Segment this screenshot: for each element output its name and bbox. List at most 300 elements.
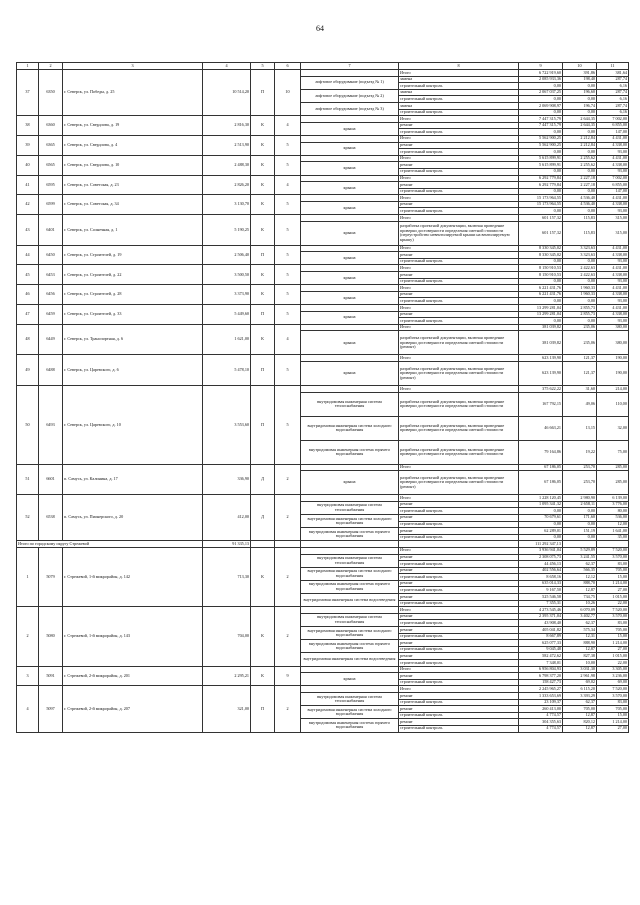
area: 5 190,25 — [203, 215, 251, 246]
area: 412,00 — [203, 495, 251, 541]
work-type: разработка проектной документации, включая проведение проверки достоверности определения сметной стоимости (ремонт) — [399, 361, 519, 385]
work-type: Итого — [399, 70, 519, 77]
cost: 260 413,00 — [519, 706, 563, 713]
unit-cost: 31,60 — [563, 385, 597, 392]
floors: 9 — [275, 666, 301, 686]
work-type: строительный контроль — [399, 298, 519, 305]
work-element — [301, 285, 399, 292]
unit-cost: 2 227,18 — [563, 175, 597, 182]
address: г. Стрежевой, 1-й микрорайон, д. 143 — [63, 607, 203, 666]
work-element: крыша — [301, 272, 399, 285]
unit-cost: 566,35 — [563, 567, 597, 574]
unit-cost: 0,00 — [563, 109, 597, 116]
limit-cost: 3 236,00 — [597, 673, 629, 680]
area: 2 506,40 — [203, 245, 251, 265]
cost: 0,00 — [519, 521, 563, 528]
work-element — [301, 324, 399, 331]
limit-cost: 6 855,00 — [597, 182, 629, 189]
table-row — [17, 215, 629, 222]
unit-cost: 827,38 — [563, 653, 597, 660]
work-element — [301, 355, 399, 362]
work-type: строительный контроль — [399, 521, 519, 528]
work-element: внутридомовая инженерная система горячего водоснабжения — [301, 440, 399, 464]
work-type: строительный контроль — [399, 96, 519, 103]
limit-cost: 7 520,00 — [597, 686, 629, 693]
limit-cost: 93,00 — [597, 149, 629, 156]
floors: 5 — [275, 135, 301, 155]
address: г. Северск, ул. Свердлова, д. 4 — [63, 135, 203, 155]
table-row — [17, 464, 629, 471]
work-element — [301, 265, 399, 272]
cost: 158 427,73 — [519, 679, 563, 686]
unit-cost: 121,37 — [563, 361, 597, 385]
limit-cost: 315,00 — [597, 215, 629, 222]
cost: 44 456,13 — [519, 561, 563, 568]
empty-cell — [563, 541, 597, 548]
empty-cell — [251, 541, 275, 548]
limit-cost: 27,00 — [597, 725, 629, 732]
unit-cost: 2 980,90 — [563, 495, 597, 502]
wall-material: П — [251, 385, 275, 464]
house-id: 5091 — [39, 666, 63, 686]
cost: 6 221 431,76 — [519, 291, 563, 298]
cost: 375 622,22 — [519, 385, 563, 392]
area: 2 295,21 — [203, 666, 251, 686]
work-type: ремонт — [399, 514, 519, 521]
cost: 67 186,05 — [519, 464, 563, 471]
row-number: 48 — [17, 324, 39, 355]
work-type: строительный контроль — [399, 646, 519, 653]
work-type: строительный контроль — [399, 109, 519, 116]
work-element — [301, 195, 399, 202]
floors: 5 — [275, 355, 301, 386]
work-type: ремонт — [399, 640, 519, 647]
wall-material: К — [251, 175, 275, 195]
house-id: 6350 — [39, 70, 63, 116]
work-type: ремонт — [399, 673, 519, 680]
work-type: строительный контроль — [399, 208, 519, 215]
unit-cost: 62,37 — [563, 561, 597, 568]
cost: 0,00 — [519, 318, 563, 325]
table-row — [17, 305, 629, 312]
floors: 5 — [275, 285, 301, 305]
cost: 4 774,57 — [519, 712, 563, 719]
unit-cost: 1 960,33 — [563, 291, 597, 298]
cost: 6 221 431,76 — [519, 285, 563, 292]
unit-cost: 13,15 — [563, 416, 597, 440]
cost: 601 157,32 — [519, 215, 563, 222]
limit-cost: 15,00 — [597, 712, 629, 719]
unit-cost: 0,00 — [563, 298, 597, 305]
wall-material: Д — [251, 464, 275, 495]
address: г. Северск, ул. Советская, д. 23 — [63, 175, 203, 195]
house-id: 6595 — [39, 175, 63, 195]
work-type: ремонт — [399, 201, 519, 208]
unit-cost: 0,00 — [563, 318, 597, 325]
unit-cost: 3 393,29 — [563, 692, 597, 699]
work-type: разработка проектной документации, включая проведение проверки достоверности определения сметной стоимости (переустройство невентилируемой крыши на вентилируемую крышу) — [399, 221, 519, 245]
work-type: ремонт — [399, 291, 519, 298]
work-element: крыша — [301, 162, 399, 175]
work-element: крыша — [301, 471, 399, 495]
area: 704,00 — [203, 607, 251, 666]
work-element — [301, 70, 399, 77]
work-element — [301, 607, 399, 614]
work-element: крыша — [301, 673, 399, 686]
work-type: строительный контроль — [399, 318, 519, 325]
house-id: 6601 — [39, 464, 63, 495]
cost: 6 722 919,60 — [519, 70, 563, 77]
work-element: крыша — [301, 122, 399, 135]
cost: 2 085 933,36 — [519, 76, 563, 83]
column-number: 9 — [519, 63, 563, 70]
row-number: 52 — [17, 495, 39, 541]
cost: 525 546,58 — [519, 594, 563, 601]
work-element: внутридомовая инженерная система холодного водоснабжения — [301, 567, 399, 580]
data-table — [16, 62, 629, 733]
work-element — [301, 175, 399, 182]
area: 2 488,30 — [203, 155, 251, 175]
work-type: замена — [399, 102, 519, 109]
house-id: 6360 — [39, 116, 63, 136]
work-element: внутридомовая инженерная система холодного водоснабжения — [301, 627, 399, 640]
work-type: строительный контроль — [399, 278, 519, 285]
work-type: Итого — [399, 666, 519, 673]
column-number: 3 — [63, 63, 203, 70]
work-element: крыша — [301, 331, 399, 355]
area: 5 449,60 — [203, 305, 251, 325]
repair-program-table — [16, 62, 628, 733]
work-element: внутридомовая инженерная система теплоснабжения — [301, 692, 399, 705]
cost: 7 447 315,79 — [519, 116, 563, 123]
work-element: внутридомовая инженерная система теплоснабжения — [301, 554, 399, 567]
unit-cost: 10,26 — [563, 600, 597, 607]
cost: 8 150 910,53 — [519, 265, 563, 272]
limit-cost: 75,00 — [597, 440, 629, 464]
limit-cost: 147,00 — [597, 188, 629, 195]
work-type: Итого — [399, 175, 519, 182]
address: г. Северск, ул. Царевского, д. 6 — [63, 355, 203, 386]
work-element: внутридомовая инженерная система горячего водоснабжения — [301, 719, 399, 732]
cost: 0,00 — [519, 208, 563, 215]
unit-cost: 19,22 — [563, 440, 597, 464]
limit-cost: 27,00 — [597, 646, 629, 653]
work-type: ремонт — [399, 501, 519, 508]
address: г. Северск, ул. Советская, д. 34 — [63, 195, 203, 215]
column-number: 7 — [301, 63, 399, 70]
area: 5 478,10 — [203, 355, 251, 386]
cost: 13 299 281,04 — [519, 305, 563, 312]
unit-cost: 0,00 — [563, 168, 597, 175]
limit-cost: 287,74 — [597, 89, 629, 96]
area: 2 513,90 — [203, 135, 251, 155]
wall-material: К — [251, 135, 275, 155]
subtotal-area: 91 335,13 — [203, 541, 251, 548]
house-id: 6493 — [39, 385, 63, 464]
work-element: внутридомовая инженерная система водоотведения — [301, 653, 399, 666]
wall-material: П — [251, 355, 275, 386]
limit-cost: 80,00 — [597, 508, 629, 515]
work-element: лифтовое оборудование (подъезд № 1) — [301, 76, 399, 89]
unit-cost: 12,12 — [563, 574, 597, 581]
unit-cost: 12,87 — [563, 587, 597, 594]
limit-cost: 3 570,00 — [597, 554, 629, 561]
unit-cost: 0,00 — [563, 534, 597, 541]
cost: 0,00 — [519, 188, 563, 195]
address: г. Северск, ул. Транспортная, д. 6 — [63, 324, 203, 355]
work-element — [301, 245, 399, 252]
work-type: ремонт — [399, 594, 519, 601]
limit-cost: 110,00 — [597, 392, 629, 416]
empty-cell — [597, 541, 629, 548]
unit-cost: 2 855,73 — [563, 311, 597, 318]
table-row — [17, 155, 629, 162]
work-type: Итого — [399, 547, 519, 554]
unit-cost: 575,34 — [563, 627, 597, 634]
cost: 2 245 965,27 — [519, 686, 563, 693]
address: п. Самусь, ул. Пионерского, д. 20 — [63, 495, 203, 541]
work-type: строительный контроль — [399, 168, 519, 175]
limit-cost: 6 855,00 — [597, 122, 629, 129]
unit-cost: 0,00 — [563, 83, 597, 90]
house-id: 5080 — [39, 607, 63, 666]
limit-cost: 93,00 — [597, 258, 629, 265]
cost: 0,00 — [519, 534, 563, 541]
work-type: строительный контроль — [399, 149, 519, 156]
wall-material: П — [251, 305, 275, 325]
limit-cost: 380,00 — [597, 331, 629, 355]
limit-cost: 12,00 — [597, 521, 629, 528]
unit-cost: 0,00 — [563, 208, 597, 215]
work-type: строительный контроль — [399, 587, 519, 594]
work-type: Итого — [399, 324, 519, 331]
row-number: 44 — [17, 245, 39, 265]
work-element: внутридомовая инженерная система горячего водоснабжения — [301, 640, 399, 653]
work-element: внутридомовая инженерная система теплоснабжения — [301, 392, 399, 416]
table-row — [17, 324, 629, 331]
limit-cost: 705,00 — [597, 706, 629, 713]
column-number: 11 — [597, 63, 629, 70]
unit-cost: 6 070,09 — [563, 607, 597, 614]
cost: 67 186,05 — [519, 471, 563, 495]
wall-material: Д — [251, 495, 275, 541]
work-element — [301, 135, 399, 142]
limit-cost: 4 338,00 — [597, 252, 629, 259]
work-type: ремонт — [399, 706, 519, 713]
limit-cost: 4 338,00 — [597, 311, 629, 318]
work-element — [301, 155, 399, 162]
cost: 5 615 899,91 — [519, 162, 563, 169]
limit-cost: 93,00 — [597, 208, 629, 215]
table-row — [17, 666, 629, 673]
work-type: Итого — [399, 245, 519, 252]
wall-material: К — [251, 607, 275, 666]
column-number: 1 — [17, 63, 39, 70]
table-row — [17, 285, 629, 292]
table-row — [17, 70, 629, 77]
cost: 15 173 964,55 — [519, 201, 563, 208]
floors: 4 — [275, 116, 301, 136]
unit-cost: 2 855,73 — [563, 305, 597, 312]
limit-cost: 285,00 — [597, 471, 629, 495]
floors: 2 — [275, 495, 301, 541]
work-type: ремонт — [399, 567, 519, 574]
floors: 5 — [275, 265, 301, 285]
table-row — [17, 495, 629, 502]
cost: 2 395 371,04 — [519, 613, 563, 620]
unit-cost: 151,19 — [563, 528, 597, 535]
cost: 0,00 — [519, 129, 563, 136]
unit-cost: 253,70 — [563, 471, 597, 495]
subtotal-row — [17, 541, 629, 548]
wall-material: К — [251, 155, 275, 175]
cost: 635 014,33 — [519, 580, 563, 587]
cost: 625 077,33 — [519, 640, 563, 647]
wall-material: К — [251, 265, 275, 285]
empty-cell — [275, 541, 301, 548]
cost: 1 333 653,69 — [519, 692, 563, 699]
column-number: 2 — [39, 63, 63, 70]
unit-cost: 253,70 — [563, 464, 597, 471]
cost: 5 615 899,91 — [519, 155, 563, 162]
house-id: 6538 — [39, 495, 63, 541]
work-type: ремонт — [399, 142, 519, 149]
limit-cost: 4 338,00 — [597, 142, 629, 149]
table-row — [17, 135, 629, 142]
work-type: ремонт — [399, 692, 519, 699]
cost: 405 041,82 — [519, 627, 563, 634]
limit-cost: 93,00 — [597, 298, 629, 305]
cost: 0,00 — [519, 96, 563, 103]
work-type: строительный контроль — [399, 561, 519, 568]
unit-cost: 0,00 — [563, 258, 597, 265]
table-row — [17, 686, 629, 693]
cost: 9 167,50 — [519, 587, 563, 594]
area: 3 553,60 — [203, 385, 251, 464]
limit-cost: 1 015,00 — [597, 653, 629, 660]
house-id: 6450 — [39, 245, 63, 265]
cost: 9 045,48 — [519, 646, 563, 653]
work-type: разработка проектной документации, включая проведение проверки достоверности определения сметной стоимости (ремонт) — [399, 471, 519, 495]
unit-cost: 196,60 — [563, 89, 597, 96]
empty-cell — [301, 541, 399, 548]
cost: 0,00 — [519, 298, 563, 305]
unit-cost: 2 255,62 — [563, 162, 597, 169]
unit-cost: 705,00 — [563, 706, 597, 713]
column-number: 8 — [399, 63, 519, 70]
cost: 79 164,86 — [519, 440, 563, 464]
limit-cost: 4 431,00 — [597, 155, 629, 162]
work-type: строительный контроль — [399, 699, 519, 706]
area: 10 514,20 — [203, 70, 251, 116]
work-type: ремонт — [399, 162, 519, 169]
unit-cost: 734,75 — [563, 594, 597, 601]
limit-cost: 27,00 — [597, 587, 629, 594]
house-id: 6365 — [39, 135, 63, 155]
limit-cost: 3 305,00 — [597, 666, 629, 673]
work-type: разработка проектной документации, включая проведение проверки достоверности определения сметной стоимости — [399, 392, 519, 416]
unit-cost: 4 536,40 — [563, 201, 597, 208]
house-id: 6456 — [39, 285, 63, 305]
unit-cost: 3 241,55 — [563, 554, 597, 561]
limit-cost: 15,00 — [597, 633, 629, 640]
limit-cost: 4 431,00 — [597, 265, 629, 272]
wall-material: К — [251, 215, 275, 246]
floors: 5 — [275, 155, 301, 175]
limit-cost: 22,00 — [597, 600, 629, 607]
work-type: строительный контроль — [399, 725, 519, 732]
limit-cost: 1 214,00 — [597, 719, 629, 726]
floors: 2 — [275, 686, 301, 732]
limit-cost: 190,00 — [597, 355, 629, 362]
cost: 381 039,82 — [519, 324, 563, 331]
cost: 0,00 — [519, 278, 563, 285]
row-number: 43 — [17, 215, 39, 246]
work-type: строительный контроль — [399, 258, 519, 265]
limit-cost: 4 338,00 — [597, 272, 629, 279]
page-number: 64 — [316, 24, 324, 33]
row-number: 46 — [17, 285, 39, 305]
work-element: крыша — [301, 142, 399, 155]
subtotal-cost: 111 292 347,13 — [519, 541, 563, 548]
table-row — [17, 385, 629, 392]
unit-cost: 2 212,84 — [563, 142, 597, 149]
empty-cell — [399, 541, 519, 548]
work-type: Итого — [399, 607, 519, 614]
house-id: 6488 — [39, 355, 63, 386]
limit-cost: 7 520,00 — [597, 607, 629, 614]
work-element: внутридомовая инженерная система холодного водоснабжения — [301, 706, 399, 719]
row-number: 1 — [17, 547, 39, 606]
address: г. Северск, ул. Свердлова, д. 10 — [63, 155, 203, 175]
unit-cost: 2 644,35 — [563, 122, 597, 129]
limit-cost: 285,00 — [597, 464, 629, 471]
limit-cost: 4 338,00 — [597, 291, 629, 298]
limit-cost: 6 139,00 — [597, 495, 629, 502]
work-element: внутридомовая инженерная система холодного водоснабжения — [301, 416, 399, 440]
limit-cost: 93,00 — [597, 318, 629, 325]
cost: 0,00 — [519, 109, 563, 116]
limit-cost: 22,00 — [597, 660, 629, 667]
work-type: строительный контроль — [399, 574, 519, 581]
row-number: 39 — [17, 135, 39, 155]
limit-cost: 147,00 — [597, 129, 629, 136]
unit-cost: 62,37 — [563, 620, 597, 627]
area: 2 826,20 — [203, 175, 251, 195]
work-type: ремонт — [399, 580, 519, 587]
work-type: Итого — [399, 116, 519, 123]
limit-cost: 83,00 — [597, 620, 629, 627]
floors: 5 — [275, 215, 301, 246]
unit-cost: 196,74 — [563, 102, 597, 109]
house-id: 5097 — [39, 686, 63, 732]
address: г. Северск, ул. Солнечная, д. 1 — [63, 215, 203, 246]
table-row — [17, 547, 629, 554]
cost: 13 299 281,04 — [519, 311, 563, 318]
wall-material: П — [251, 70, 275, 116]
work-element: крыша — [301, 361, 399, 385]
column-number: 5 — [251, 63, 275, 70]
limit-cost: 4 431,00 — [597, 245, 629, 252]
cost: 601 157,32 — [519, 221, 563, 245]
limit-cost: 69,00 — [597, 679, 629, 686]
address: г. Северск, ул. Строителей, д. 19 — [63, 245, 203, 265]
cost: 6 798 377,20 — [519, 673, 563, 680]
floors: 5 — [275, 245, 301, 265]
row-number: 45 — [17, 265, 39, 285]
work-type: Итого — [399, 495, 519, 502]
limit-cost: 3 570,00 — [597, 692, 629, 699]
